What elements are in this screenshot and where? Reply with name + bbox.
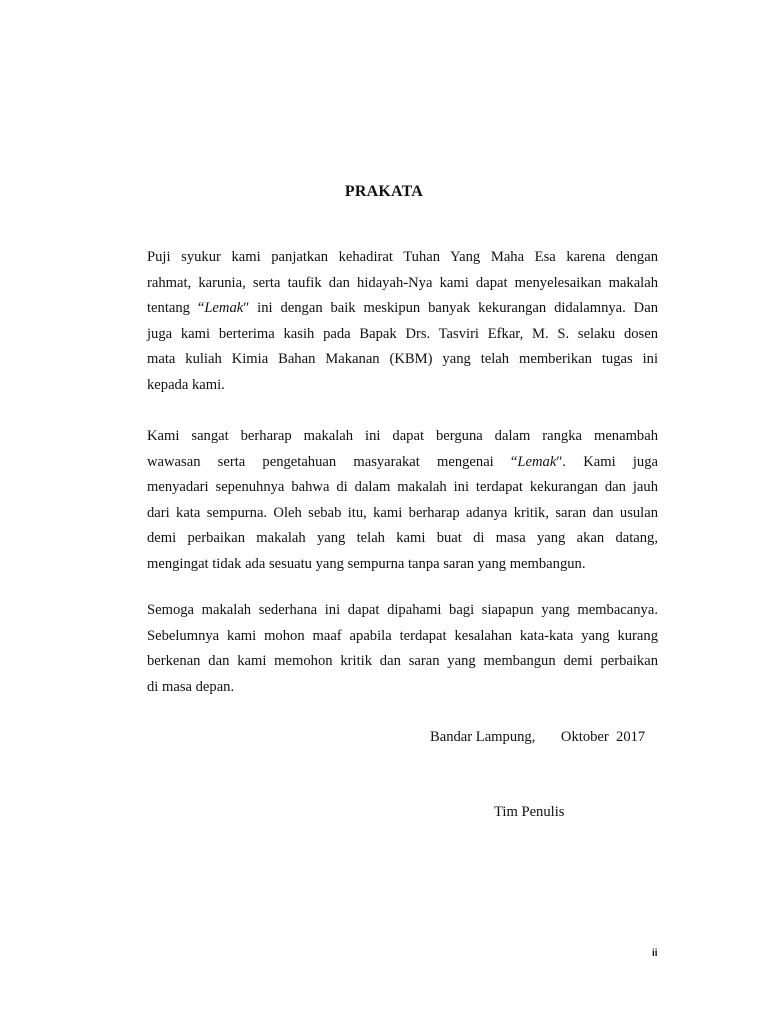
signature-place: Bandar Lampung, xyxy=(430,729,536,745)
text-fragment: tentang “ xyxy=(147,300,205,317)
paragraph-line: Semoga makalah sederhana ini dapat dipahami bagi siapapun yang membacanya. xyxy=(147,602,658,618)
text-fragment: wawasan serta pengetahuan masyarakat mengenai “ xyxy=(147,453,518,470)
paragraph-line xyxy=(147,296,658,322)
signature-place-date xyxy=(430,729,645,746)
signature-author: Tim Penulis xyxy=(494,804,565,820)
paragraph-line: Sebelumnya kami mohon maaf apabila terdapat kesalahan kata-kata yang kurang xyxy=(147,627,658,644)
paragraph-line xyxy=(147,450,658,476)
paragraph-line: dari kata sempurna. Oleh sebab itu, kami berharap adanya kritik, saran dan usulan xyxy=(147,504,658,521)
paragraph-line: menyadari sepenuhnya bahwa di dalam makalah ini terdapat kekurangan dan jauh xyxy=(147,479,658,496)
paragraph-line: berkenan dan kami memohon kritik dan saran yang membangun demi perbaikan xyxy=(147,653,658,670)
text-fragment: ″. Kami juga xyxy=(556,453,658,470)
emphasis-text: Lemak xyxy=(517,453,557,470)
paragraph-line: demi perbaikan makalah yang telah kami buat di masa yang akan datang, xyxy=(147,530,658,547)
signature-date: Oktober 2017 xyxy=(560,729,646,745)
paragraph-line: Kami sangat berharap makalah ini dapat berguna dalam rangka menambah xyxy=(147,428,658,444)
paragraph-line: mata kuliah Kimia Bahan Makanan (KBM) yang telah memberikan tugas ini xyxy=(147,351,658,368)
paragraph-line: mengingat tidak ada sesuatu yang sempurna tanpa saran yang membangun. xyxy=(147,555,586,572)
page-title: PRAKATA xyxy=(344,183,424,200)
emphasis-text: Lemak xyxy=(204,300,244,317)
paragraph-line: Puji syukur kami panjatkan kehadirat Tuhan Yang Maha Esa karena dengan xyxy=(147,249,658,265)
paragraph-line: kepada kami. xyxy=(147,376,225,393)
paragraph-line: juga kami berterima kasih pada Bapak Drs. Tasviri Efkar, M. S. selaku dosen xyxy=(147,325,658,342)
paragraph-line: di masa depan. xyxy=(147,678,235,695)
paragraph-1 xyxy=(147,245,658,399)
text-fragment: ″ ini dengan baik meskipun banyak kekurangan didalamnya. Dan xyxy=(243,300,658,317)
paragraph-3 xyxy=(147,598,658,700)
page-number: ii xyxy=(652,948,658,959)
paragraph-2 xyxy=(147,424,658,578)
paragraph-line: rahmat, karunia, serta taufik dan hidayah-Nya kami dapat menyelesaikan makalah xyxy=(147,274,658,291)
